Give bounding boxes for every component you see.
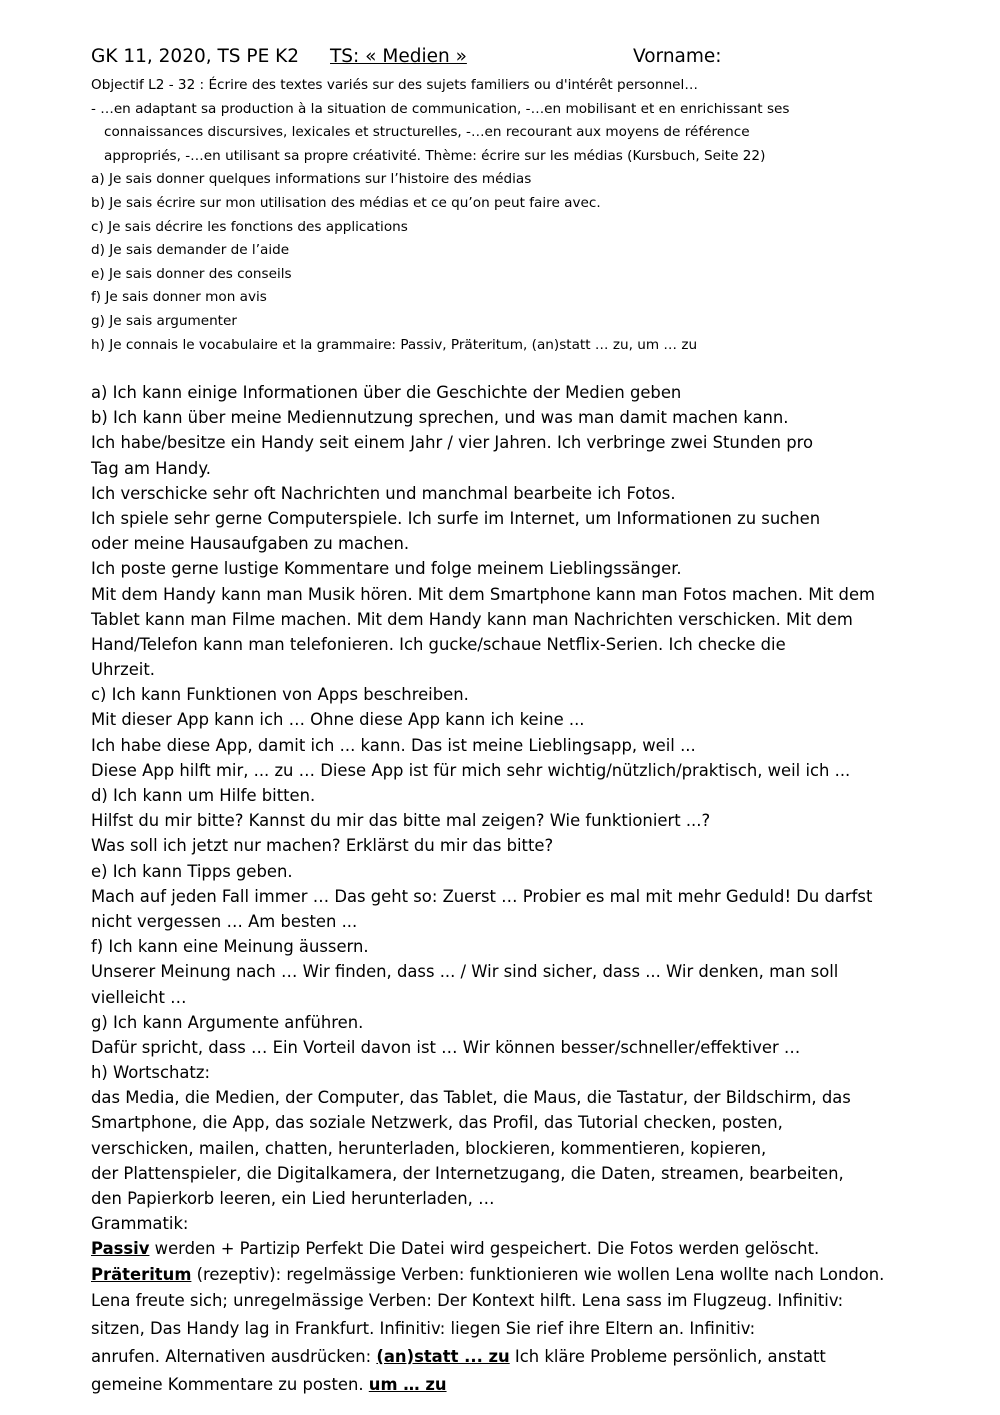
objective-line: - …en adaptant sa production à la situation de communication, -…en mobilisant et en enrichissant ses [91,100,790,117]
body-line: Tablet kann man Filme machen. Mit dem Handy kann man Nachrichten verschicken. Mit dem [91,609,853,629]
body-line: Ich spiele sehr gerne Computerspiele. Ich surfe im Internet, um Informationen zu suchen [91,508,821,528]
body-line: e) Ich kann Tipps geben. [91,861,293,881]
objective-item: b) Je sais écrire sur mon utilisation des médias et ce qu’on peut faire avec. [91,194,601,211]
objective-line: connaissances discursives, lexicales et structurelles, -…en recourant aux moyens de référence [104,124,750,141]
course-info: GK 11, 2020, TS PE K2 [91,46,300,67]
objective-item: f) Je sais donner mon avis [91,289,267,306]
body-line: das Media, die Medien, der Computer, das Tablet, die Maus, die Tastatur, der Bildschirm, das [91,1088,851,1108]
topic-title: TS: « Medien » [330,46,467,67]
body-line: vielleicht … [91,987,187,1007]
term-anstatt: (an)statt ... zu [376,1346,510,1366]
body-line: Mach auf jeden Fall immer … Das geht so: Zuerst … Probier es mal mit mehr Geduld! Du darfst [91,886,873,906]
grammar-praeteritum [91,1262,981,1287]
body-line: Hand/Telefon kann man telefonieren. Ich gucke/schaue Netflix-Serien. Ich checke die [91,634,786,654]
objective-line: appropriés, -…en utilisant sa propre créativité. Thème: écrire sur les médias (Kursbuch, Seite 22) [104,147,766,164]
grammar-text: werden + Partizip Perfekt Die Datei wird gespeichert. Die Fotos werden gelöscht. [149,1239,820,1259]
term-passiv: Passiv [91,1239,150,1259]
body-line: Grammatik: [91,1214,189,1234]
german-body [91,380,981,1399]
grammar-line: sitzen, Das Handy lag in Frankfurt. Infinitiv: liegen Sie rief ihre Eltern an. Infinitiv: [91,1318,756,1338]
firstname-label: Vorname: [633,46,722,67]
body-line: Dafür spricht, dass … Ein Vorteil davon ist … Wir können besser/schneller/effektiver … [91,1037,801,1057]
objective-item: g) Je sais argumenter [91,312,237,329]
header [91,46,971,76]
term-praeteritum: Präteritum [91,1264,192,1284]
grammar-alternatives [91,1343,981,1371]
grammar-text: anrufen. Alternativen ausdrücken: [91,1346,377,1366]
body-line: Was soll ich jetzt nur machen? Erklärst du mir das bitte? [91,836,554,856]
body-line: verschicken, mailen, chatten, herunterladen, blockieren, kommentieren, kopieren, [91,1138,767,1158]
body-line: der Plattenspieler, die Digitalkamera, der Internetzugang, die Daten, streamen, bearbeiten, [91,1163,844,1183]
body-line: Ich habe/besitze ein Handy seit einem Jahr / vier Jahren. Ich verbringe zwei Stunden pro [91,433,814,453]
body-line: oder meine Hausaufgaben zu machen. [91,534,410,554]
objectives-french [91,74,981,357]
objective-line: Objectif L2 - 32 : Écrire des textes variés sur des sujets familiers ou d'intérêt personnel… [91,77,698,93]
body-line: den Papierkorb leeren, ein Lied herunterladen, … [91,1189,495,1208]
body-line: Ich poste gerne lustige Kommentare und folge meinem Lieblingssänger. [91,559,682,579]
objective-item: a) Je sais donner quelques informations sur l’histoire des médias [91,171,532,188]
body-line: Diese App hilft mir, ... zu … Diese App ist für mich sehr wichtig/nützlich/praktisch, weil ich ... [91,760,851,780]
grammar-text: gemeine Kommentare zu posten. [91,1374,369,1394]
body-line: b) Ich kann über meine Mediennutzung sprechen, und was man damit machen kann. [91,408,789,428]
body-line: c) Ich kann Funktionen von Apps beschreiben. [91,685,469,705]
body-line: g) Ich kann Argumente anführen. [91,1012,364,1032]
body-line: Mit dieser App kann ich … Ohne diese App kann ich keine ... [91,710,585,730]
grammar-line: Lena freute sich; unregelmässige Verben: Der Kontext hilft. Lena sass im Flugzeug. Infinitiv: [91,1290,844,1310]
body-line: Uhrzeit. [91,660,156,680]
objective-item: d) Je sais demander de l’aide [91,242,290,259]
body-line: Smartphone, die App, das soziale Netzwerk, das Profil, das Tutorial checken, posten, [91,1113,783,1133]
body-line: Unserer Meinung nach … Wir finden, dass ... / Wir sind sicher, dass ... Wir denken, man soll [91,962,839,982]
grammar-text: Ich kläre Probleme persönlich, anstatt [509,1346,826,1366]
body-line: Ich verschicke sehr oft Nachrichten und manchmal bearbeite ich Fotos. [91,483,676,503]
grammar-line [91,1371,981,1399]
body-line: h) Wortschatz: [91,1063,210,1083]
objective-item: c) Je sais décrire les fonctions des applications [91,218,408,235]
body-line: d) Ich kann um Hilfe bitten. [91,786,316,805]
term-um-zu: um … zu [368,1374,447,1394]
body-line: a) Ich kann einige Informationen über die Geschichte der Medien geben [91,383,682,402]
body-line: Ich habe diese App, damit ich ... kann. Das ist meine Lieblingsapp, weil ... [91,735,696,755]
objective-item: e) Je sais donner des conseils [91,265,292,282]
body-line: Mit dem Handy kann man Musik hören. Mit dem Smartphone kann man Fotos machen. Mit dem [91,584,876,604]
body-line: Hilfst du mir bitte? Kannst du mir das bitte mal zeigen? Wie funktioniert ...? [91,811,711,831]
objective-item: h) Je connais le vocabulaire et la grammaire: Passiv, Präteritum, (an)statt … zu, um … zu [91,336,698,353]
grammar-passiv [91,1236,981,1261]
grammar-text: (rezeptiv): regelmässige Verben: funktionieren wie wollen Lena wollte nach London. [191,1264,885,1284]
body-line: f) Ich kann eine Meinung äussern. [91,937,369,957]
body-line: nicht vergessen … Am besten ... [91,911,358,931]
body-line: Tag am Handy. [91,458,211,478]
